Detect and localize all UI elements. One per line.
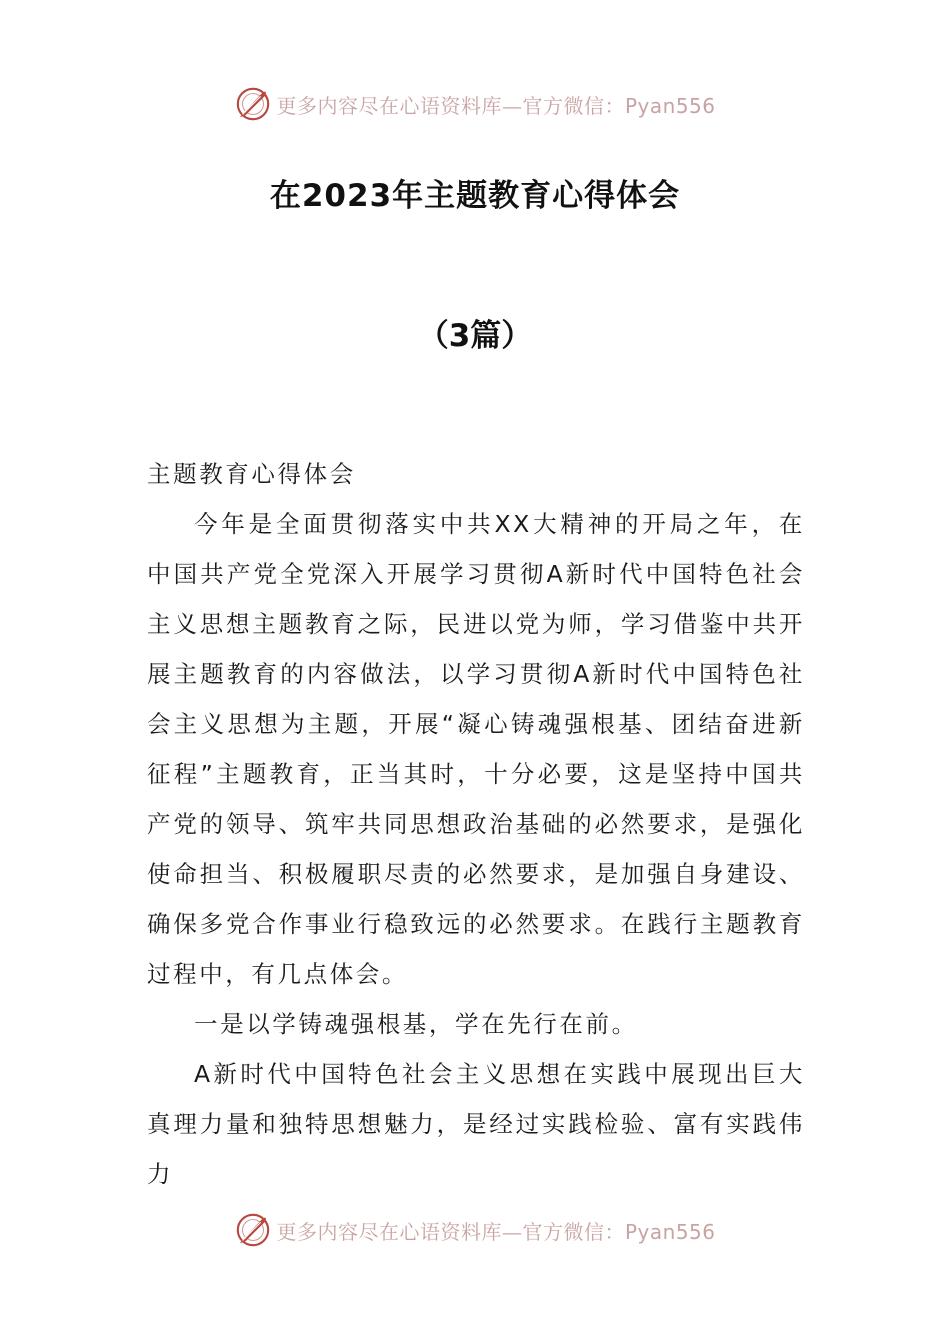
section-heading: 主题教育心得体会 xyxy=(147,460,356,488)
footer-wechat-account: Pyan556 xyxy=(624,1219,716,1244)
quill-logo-icon xyxy=(234,1211,272,1249)
paragraph: 今年是全面贯彻落实中共XX大精神的开局之年，在中国共产党全党深入开展学习贯彻A新时代中国特色社会主义思想主题教育之际，民进以党为师，学习借鉴中共开展主题教育的内容做法，以学习贯彻A新时代中国特色社会主义思想为主题，开展“凝心铸魂强根基、团结奋进新征程”主题教育，正当其时，十分必要，这是坚持中国共产党的领导、筑牢共同思想政治基础的必然要求，是强化使命担当、积极履职尽责的必然要求，是加强自身建设、确保多党合作事业行稳致远的必然要求。在践行主题教育过程中，有几点体会。 xyxy=(147,510,805,988)
header-wechat-account: Pyan556 xyxy=(624,93,716,118)
header-banner-text: 更多内容尽在心语资料库—官方微信：Pyan556 xyxy=(276,93,716,118)
document-body xyxy=(147,449,805,1199)
footer-banner-text: 更多内容尽在心语资料库—官方微信：Pyan556 xyxy=(276,1219,716,1244)
quill-logo-icon xyxy=(234,85,272,123)
paragraph: 一是以学铸魂强根基，学在先行在前。 xyxy=(194,1010,638,1038)
document-title: 在2023年主题教育心得体会 xyxy=(269,178,681,214)
document-subtitle: （3篇） xyxy=(417,318,533,354)
footer-banner xyxy=(0,1208,950,1252)
header-banner xyxy=(0,82,950,126)
paragraph: A新时代中国特色社会主义思想在实践中展现出巨大真理力量和独特思想魅力，是经过实践检验、富有实践伟力 xyxy=(147,1060,805,1188)
